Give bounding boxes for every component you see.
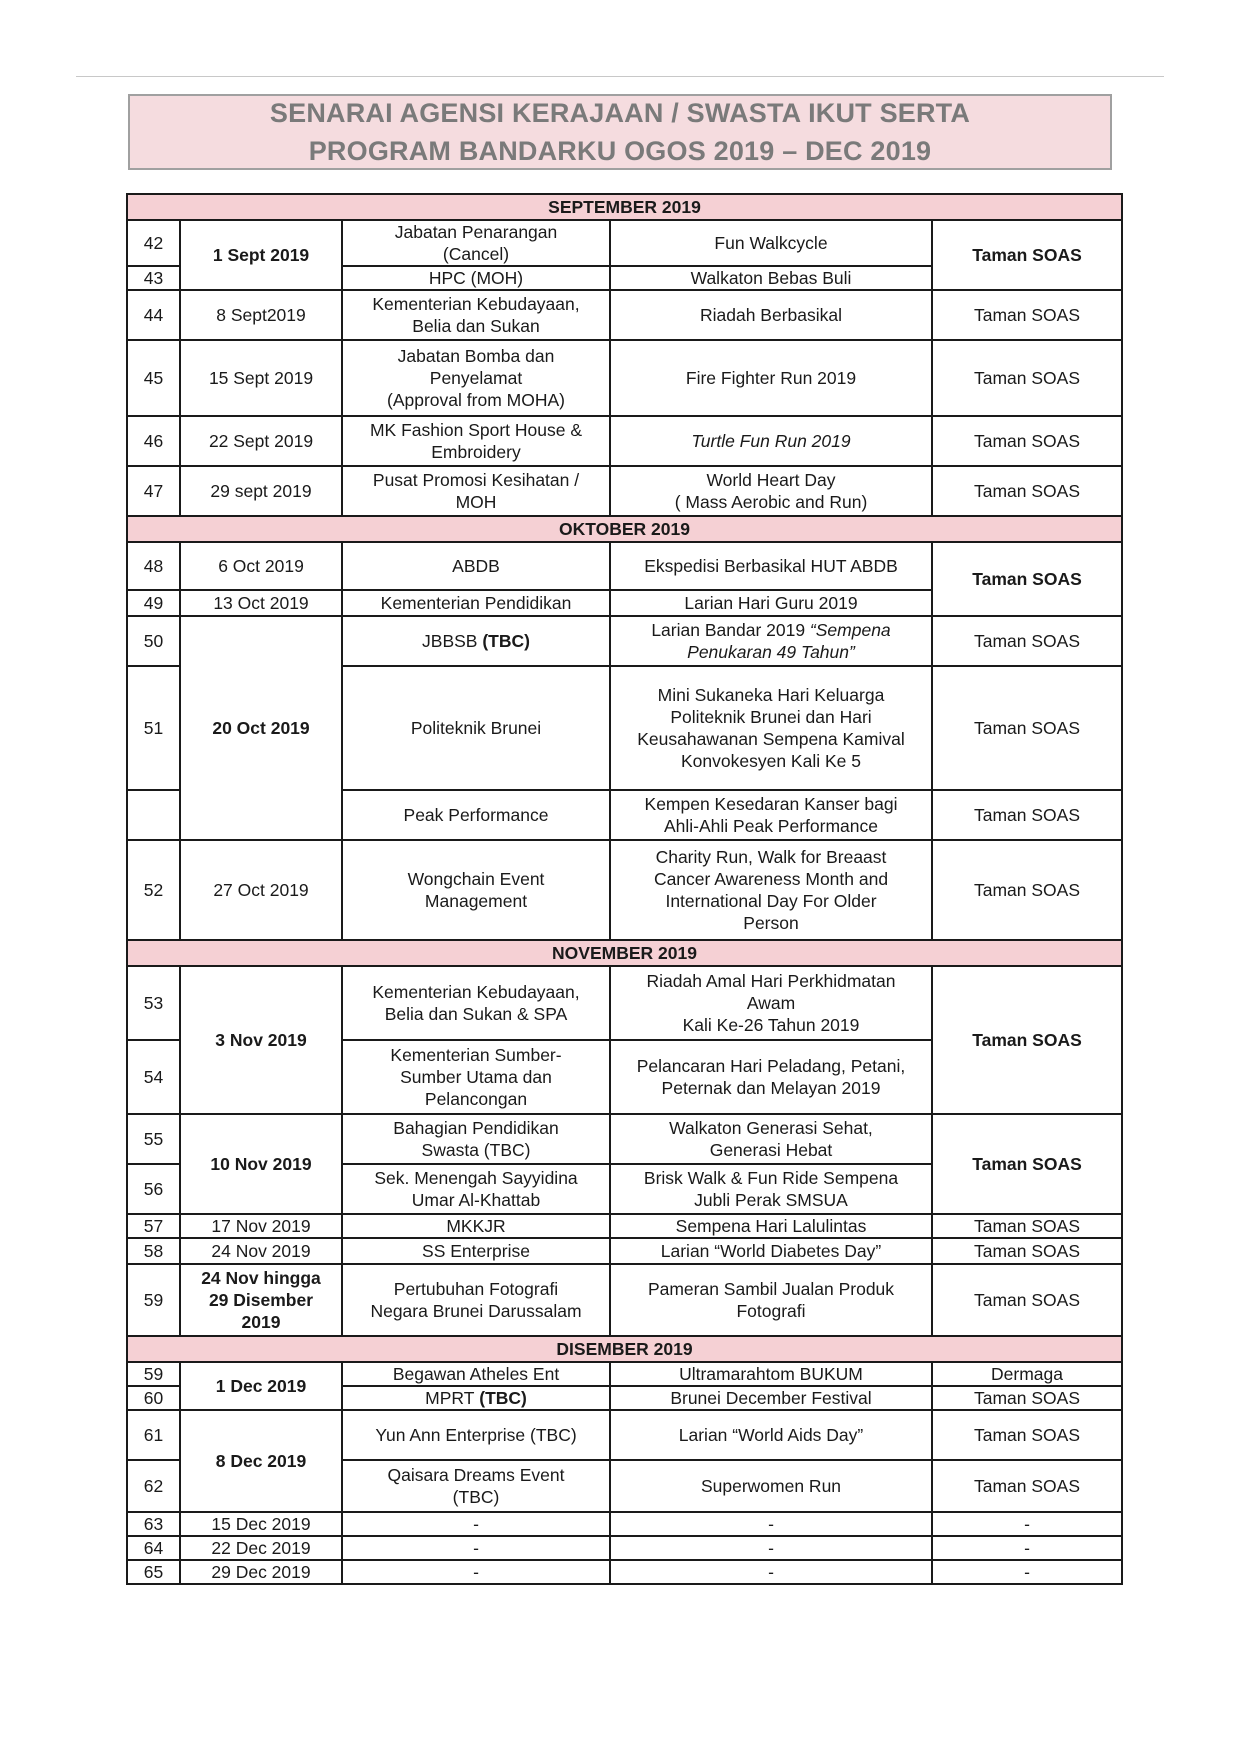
- venue: Taman SOAS: [932, 1410, 1122, 1460]
- venue: Taman SOAS: [932, 1264, 1122, 1336]
- event-date: 6 Oct 2019: [180, 542, 342, 590]
- agency-name: SS Enterprise: [342, 1238, 610, 1264]
- month-header-row: [127, 940, 1122, 966]
- event-date: 13 Oct 2019: [180, 590, 342, 616]
- event-date: 27 Oct 2019: [180, 840, 342, 940]
- month-header: DISEMBER 2019: [127, 1336, 1122, 1362]
- row-number: 59: [127, 1264, 180, 1336]
- venue: Taman SOAS: [932, 616, 1122, 666]
- event-date: 8 Dec 2019: [180, 1410, 342, 1512]
- agency-name: -: [342, 1560, 610, 1584]
- table-row: [127, 416, 1122, 466]
- table-row: [127, 1362, 1122, 1386]
- venue: Taman SOAS: [932, 1214, 1122, 1238]
- event-date: 29 sept 2019: [180, 466, 342, 516]
- event-date: 20 Oct 2019: [180, 616, 342, 840]
- table-row: [127, 1410, 1122, 1460]
- agency-name: Qaisara Dreams Event (TBC): [342, 1460, 610, 1512]
- event-name: Ultramarahtom BUKUM: [610, 1362, 932, 1386]
- month-header-row: [127, 1336, 1122, 1362]
- row-number: 45: [127, 340, 180, 416]
- table-row: [127, 220, 1122, 266]
- event-label-italic: “Sempena Penukaran 49 Tahun”: [687, 620, 891, 662]
- title-line-2: PROGRAM BANDARKU OGOS 2019 – DEC 2019: [308, 136, 932, 166]
- tbc-tag: (TBC): [477, 631, 530, 651]
- event-date: 15 Dec 2019: [180, 1512, 342, 1536]
- event-name: Walkaton Bebas Buli: [610, 266, 932, 290]
- venue: Taman SOAS: [932, 290, 1122, 340]
- venue: Taman SOAS: [932, 466, 1122, 516]
- event-name: Brisk Walk & Fun Ride Sempena Jubli Perak SMSUA: [610, 1164, 932, 1214]
- table-row: [127, 290, 1122, 340]
- row-number: 46: [127, 416, 180, 466]
- row-number: 53: [127, 966, 180, 1040]
- schedule-table: [126, 193, 1123, 1585]
- event-date: 24 Nov hingga 29 Disember 2019: [180, 1264, 342, 1336]
- row-number: 64: [127, 1536, 180, 1560]
- event-name: Ekspedisi Berbasikal HUT ABDB: [610, 542, 932, 590]
- agency-name: Kementerian Pendidikan: [342, 590, 610, 616]
- event-name: Larian “World Diabetes Day”: [610, 1238, 932, 1264]
- venue: Dermaga: [932, 1362, 1122, 1386]
- event-name: Fun Walkcycle: [610, 220, 932, 266]
- table-row: [127, 1114, 1122, 1164]
- table-row: [127, 340, 1122, 416]
- tbc-tag: (TBC): [474, 1388, 527, 1408]
- agency-name: ABDB: [342, 542, 610, 590]
- row-number: 56: [127, 1164, 180, 1214]
- event-date: 22 Sept 2019: [180, 416, 342, 466]
- row-number: 47: [127, 466, 180, 516]
- row-number: 57: [127, 1214, 180, 1238]
- event-name: Turtle Fun Run 2019: [610, 416, 932, 466]
- venue: Taman SOAS: [932, 1114, 1122, 1214]
- event-name: Sempena Hari Lalulintas: [610, 1214, 932, 1238]
- agency-name: Peak Performance: [342, 790, 610, 840]
- agency-name: Wongchain Event Management: [342, 840, 610, 940]
- row-number: 43: [127, 266, 180, 290]
- venue: Taman SOAS: [932, 340, 1122, 416]
- event-label: Larian Bandar 2019: [651, 620, 810, 640]
- agency-name: MK Fashion Sport House & Embroidery: [342, 416, 610, 466]
- event-name: Riadah Berbasikal: [610, 290, 932, 340]
- row-number: 50: [127, 616, 180, 666]
- row-number: 52: [127, 840, 180, 940]
- event-name: World Heart Day ( Mass Aerobic and Run): [610, 466, 932, 516]
- agency-name: Jabatan Penarangan (Cancel): [342, 220, 610, 266]
- event-date: 8 Sept2019: [180, 290, 342, 340]
- title-box: [128, 94, 1112, 170]
- venue: Taman SOAS: [932, 790, 1122, 840]
- table-row: [127, 542, 1122, 590]
- month-header-row: [127, 516, 1122, 542]
- event-name: Pelancaran Hari Peladang, Petani, Peternak dan Melayan 2019: [610, 1040, 932, 1114]
- row-number: 55: [127, 1114, 180, 1164]
- event-name: Walkaton Generasi Sehat, Generasi Hebat: [610, 1114, 932, 1164]
- row-number: 62: [127, 1460, 180, 1512]
- agency-name: Begawan Atheles Ent: [342, 1362, 610, 1386]
- page-top-rule: [76, 76, 1164, 77]
- agency-name: Pertubuhan Fotografi Negara Brunei Darussalam: [342, 1264, 610, 1336]
- event-name: Mini Sukaneka Hari Keluarga Politeknik Brunei dan Hari Keusahawanan Sempena Kamival Konvokesyen Kali Ke 5: [610, 666, 932, 790]
- event-name: [610, 616, 932, 666]
- agency-label: JBBSB: [422, 631, 478, 651]
- agency-name: Jabatan Bomba dan Penyelamat (Approval from MOHA): [342, 340, 610, 416]
- event-name: Kempen Kesedaran Kanser bagi Ahli-Ahli Peak Performance: [610, 790, 932, 840]
- event-date: 1 Dec 2019: [180, 1362, 342, 1410]
- venue: Taman SOAS: [932, 666, 1122, 790]
- venue: -: [932, 1560, 1122, 1584]
- event-name: Fire Fighter Run 2019: [610, 340, 932, 416]
- month-header: SEPTEMBER 2019: [127, 194, 1122, 220]
- venue: -: [932, 1512, 1122, 1536]
- venue: Taman SOAS: [932, 1386, 1122, 1410]
- event-date: 17 Nov 2019: [180, 1214, 342, 1238]
- event-name: Larian Hari Guru 2019: [610, 590, 932, 616]
- venue: Taman SOAS: [932, 416, 1122, 466]
- row-number: 60: [127, 1386, 180, 1410]
- table-row: [127, 966, 1122, 1040]
- event-date: 24 Nov 2019: [180, 1238, 342, 1264]
- row-number: 65: [127, 1560, 180, 1584]
- event-name: Superwomen Run: [610, 1460, 932, 1512]
- venue: Taman SOAS: [932, 542, 1122, 616]
- event-date: 10 Nov 2019: [180, 1114, 342, 1214]
- table-row: [127, 1214, 1122, 1238]
- event-name: Charity Run, Walk for Breaast Cancer Awareness Month and International Day For Older Person: [610, 840, 932, 940]
- event-date: 3 Nov 2019: [180, 966, 342, 1114]
- agency-name: Yun Ann Enterprise (TBC): [342, 1410, 610, 1460]
- agency-name: Kementerian Sumber- Sumber Utama dan Pelancongan: [342, 1040, 610, 1114]
- table-row: [127, 1264, 1122, 1336]
- row-number: 42: [127, 220, 180, 266]
- row-number: 48: [127, 542, 180, 590]
- event-date: 29 Dec 2019: [180, 1560, 342, 1584]
- agency-name: Sek. Menengah Sayyidina Umar Al-Khattab: [342, 1164, 610, 1214]
- row-number: [127, 790, 180, 840]
- event-date: 1 Sept 2019: [180, 220, 342, 290]
- table-row: [127, 466, 1122, 516]
- agency-name: Kementerian Kebudayaan, Belia dan Sukan & SPA: [342, 966, 610, 1040]
- event-name: Larian “World Aids Day”: [610, 1410, 932, 1460]
- agency-name: Politeknik Brunei: [342, 666, 610, 790]
- agency-name: [342, 616, 610, 666]
- agency-name: [342, 1386, 610, 1410]
- table-row: [127, 1512, 1122, 1536]
- agency-label: MPRT: [425, 1388, 475, 1408]
- row-number: 49: [127, 590, 180, 616]
- venue: Taman SOAS: [932, 966, 1122, 1114]
- event-name: -: [610, 1512, 932, 1536]
- agency-name: Kementerian Kebudayaan, Belia dan Sukan: [342, 290, 610, 340]
- event-name: Brunei December Festival: [610, 1386, 932, 1410]
- row-number: 54: [127, 1040, 180, 1114]
- row-number: 58: [127, 1238, 180, 1264]
- month-header: NOVEMBER 2019: [127, 940, 1122, 966]
- row-number: 59: [127, 1362, 180, 1386]
- agency-name: -: [342, 1512, 610, 1536]
- table-row: [127, 1560, 1122, 1584]
- table-row: [127, 1238, 1122, 1264]
- agency-name: MKKJR: [342, 1214, 610, 1238]
- agency-name: -: [342, 1536, 610, 1560]
- month-header-row: [127, 194, 1122, 220]
- table-row: [127, 1536, 1122, 1560]
- row-number: 51: [127, 666, 180, 790]
- row-number: 44: [127, 290, 180, 340]
- title-line-1: SENARAI AGENSI KERAJAAN / SWASTA IKUT SERTA: [269, 98, 971, 128]
- month-header: OKTOBER 2019: [127, 516, 1122, 542]
- table-row: [127, 616, 1122, 666]
- agency-name: HPC (MOH): [342, 266, 610, 290]
- event-name: Riadah Amal Hari Perkhidmatan Awam Kali Ke-26 Tahun 2019: [610, 966, 932, 1040]
- agency-name: Pusat Promosi Kesihatan / MOH: [342, 466, 610, 516]
- venue: Taman SOAS: [932, 1460, 1122, 1512]
- event-name: -: [610, 1560, 932, 1584]
- venue: Taman SOAS: [932, 220, 1122, 290]
- event-date: 15 Sept 2019: [180, 340, 342, 416]
- venue: -: [932, 1536, 1122, 1560]
- row-number: 61: [127, 1410, 180, 1460]
- venue: Taman SOAS: [932, 840, 1122, 940]
- table-row: [127, 840, 1122, 940]
- event-name: Pameran Sambil Jualan Produk Fotografi: [610, 1264, 932, 1336]
- event-date: 22 Dec 2019: [180, 1536, 342, 1560]
- event-name: -: [610, 1536, 932, 1560]
- venue: Taman SOAS: [932, 1238, 1122, 1264]
- row-number: 63: [127, 1512, 180, 1536]
- agency-name: Bahagian Pendidikan Swasta (TBC): [342, 1114, 610, 1164]
